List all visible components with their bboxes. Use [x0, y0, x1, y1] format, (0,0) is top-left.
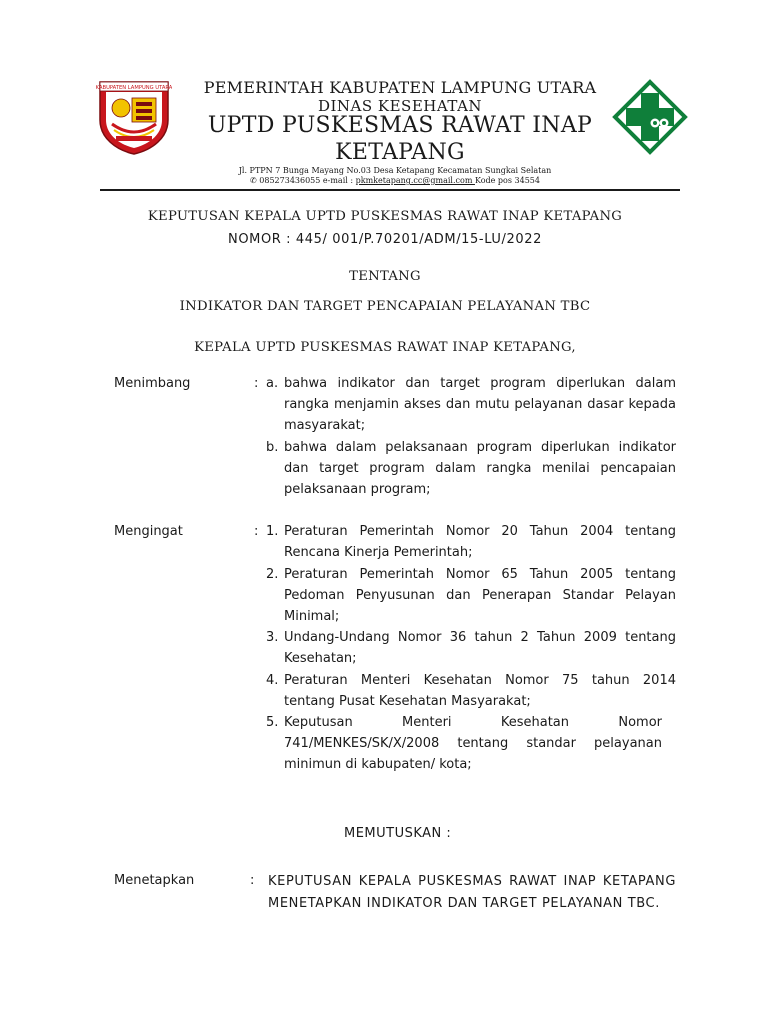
item-marker: a. [266, 376, 279, 391]
item-text: bahwa indikator dan target program diperlukan dalam rangka menjamin akses dan mutu pelayanan dasar kepada masyarakat; [284, 376, 676, 433]
menimbang-item-b [266, 437, 676, 500]
header-postal-code: Kode pos 34554 [474, 176, 540, 185]
item-text: Peraturan Menteri Kesehatan Nomor 75 tahun 2014 tentang Pusat Kesehatan Masyarakat; [284, 673, 676, 709]
mengingat-item-1 [266, 521, 676, 563]
menetapkan-text: KEPUTUSAN KEPALA PUSKESMAS RAWAT INAP KETAPANG MENETAPKAN INDIKATOR DAN TARGET PELAYANAN TBC. [268, 874, 676, 911]
item-text: Peraturan Pemerintah Nomor 20 Tahun 2004 tentang Rencana Kinerja Pemerintah; [284, 524, 676, 560]
mengingat-item-5 [266, 712, 662, 775]
letterhead-divider [100, 189, 680, 191]
decree-subject: INDIKATOR DAN TARGET PENCAPAIAN PELAYANAN TBC [179, 299, 591, 314]
menimbang-item-a [266, 373, 676, 436]
menetapkan-colon: : [250, 873, 255, 888]
mengingat-item-3 [266, 627, 676, 669]
item-marker: 1. [266, 524, 279, 539]
decide-heading: MEMUTUSKAN : [344, 826, 452, 841]
item-text: bahwa dalam pelaksanaan program diperlukan indikator dan target program dalam rangka menilai pencapaian pelaksanaan program; [284, 440, 676, 497]
menetapkan-label: Menetapkan [114, 873, 195, 888]
decree-issuer: KEPALA UPTD PUSKESMAS RAWAT INAP KETAPANG, [194, 340, 576, 355]
mengingat-item-2 [266, 564, 676, 627]
item-marker: b. [266, 440, 279, 455]
header-institution-name: UPTD PUSKESMAS RAWAT INAP [207, 113, 593, 138]
phone-icon: ✆ [250, 176, 257, 185]
crest-banner-text: KABUPATEN LAMPUNG UTARA [96, 85, 172, 91]
lampung-utara-crest-logo [96, 78, 172, 156]
header-institution-place: KETAPANG [335, 140, 465, 165]
decree-about: TENTANG [349, 269, 421, 284]
item-text: Peraturan Pemerintah Nomor 65 Tahun 2005 tentang Pedoman Penyusunan dan Penerapan Standar Pelayan Minimal; [284, 567, 676, 624]
header-email-link[interactable]: pkmketapang.cc@gmail.com [355, 176, 475, 185]
header-address-block [160, 166, 630, 186]
header-phone: 085273436055 e-mail : [259, 176, 356, 185]
menimbang-label: Menimbang [114, 376, 191, 391]
header-contact [160, 176, 630, 186]
item-text: Undang-Undang Nomor 36 tahun 2 Tahun 2009 tentang Kesehatan; [284, 630, 676, 666]
mengingat-label: Mengingat [114, 524, 183, 539]
header-address: Jl. PTPN 7 Bunga Mayang No.03 Desa Ketapang Kecamatan Sungkai Selatan [238, 166, 552, 175]
decree-number: NOMOR : 445/ 001/P.70201/ADM/15-LU/2022 [228, 232, 542, 247]
item-marker: 5. [266, 715, 279, 730]
menimbang-colon: : [254, 376, 259, 391]
mengingat-colon: : [254, 524, 259, 539]
item-text: Keputusan Menteri Kesehatan Nomor 741/MENKES/SK/X/2008 tentang standar pelayanan minimun di kabupaten/ kota; [284, 715, 662, 772]
decree-title: KEPUTUSAN KEPALA UPTD PUSKESMAS RAWAT INAP KETAPANG [147, 209, 623, 224]
item-marker: 2. [266, 567, 279, 582]
header-department-name: DINAS KESEHATAN [317, 97, 483, 115]
mengingat-item-4 [266, 670, 676, 712]
header-government-name: PEMERINTAH KABUPATEN LAMPUNG UTARA [203, 78, 597, 97]
item-marker: 3. [266, 630, 279, 645]
item-marker: 4. [266, 673, 279, 688]
